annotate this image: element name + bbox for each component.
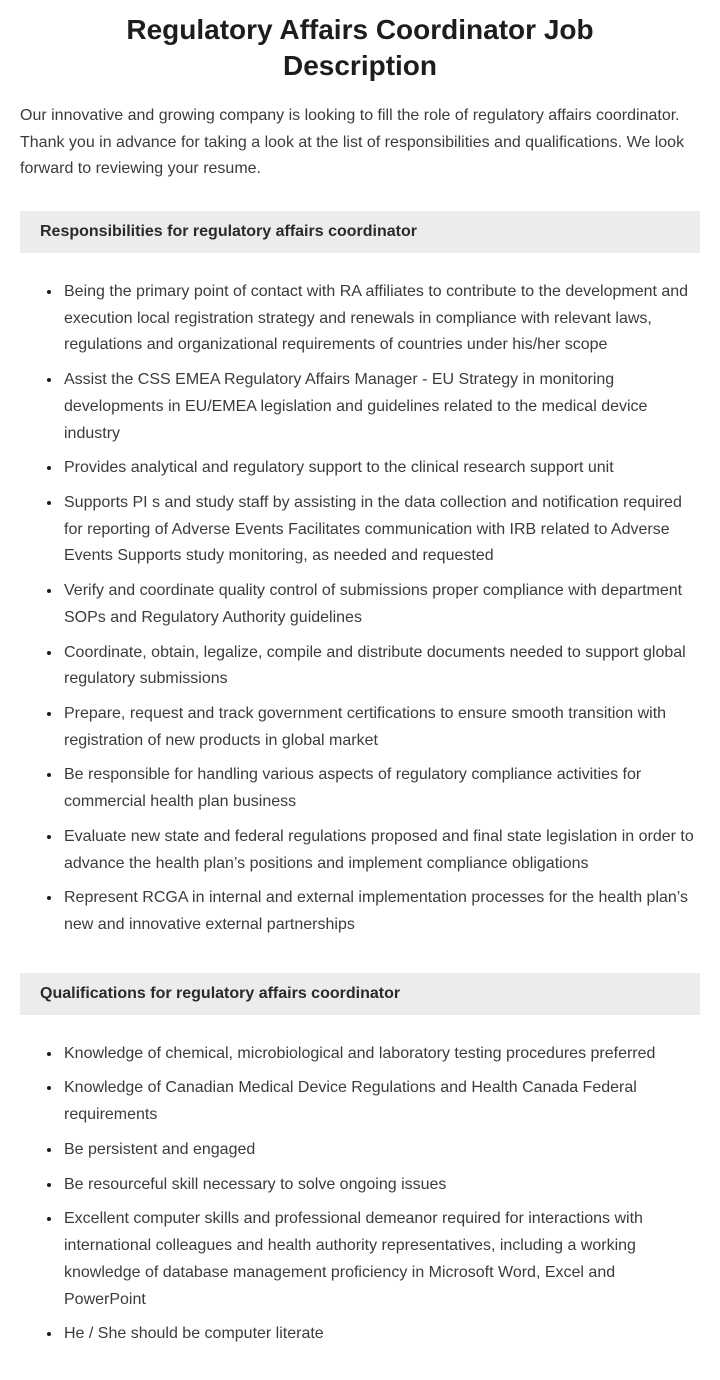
responsibilities-list	[20, 279, 700, 939]
list-item: • Be persistent and engaged	[62, 1137, 700, 1164]
list-item: • Provides analytical and regulatory support to the clinical research support unit	[62, 455, 700, 482]
responsibilities-heading: Responsibilities for regulatory affairs coordinator	[20, 211, 700, 253]
list-item: • He / She should be computer literate	[62, 1321, 700, 1348]
list-item: • Be resourceful skill necessary to solve ongoing issues	[62, 1172, 700, 1199]
list-item: • Represent RCGA in internal and external implementation processes for the health plan’s new and innovative external partnerships	[62, 885, 700, 938]
page-title: Regulatory Affairs Coordinator Job Description	[126, 14, 594, 82]
qualifications-list	[20, 1041, 700, 1348]
list-item: • Assist the CSS EMEA Regulatory Affairs Manager - EU Strategy in monitoring developments in EU/EMEA legislation and guidelines related to the medical device industry	[62, 367, 700, 447]
list-item: • Be responsible for handling various aspects of regulatory compliance activities for commercial health plan business	[62, 762, 700, 815]
qualifications-heading: Qualifications for regulatory affairs coordinator	[20, 973, 700, 1015]
list-item: • Coordinate, obtain, legalize, compile and distribute documents needed to support global regulatory submissions	[62, 640, 700, 693]
qualifications-section	[20, 973, 700, 1348]
responsibilities-section	[20, 211, 700, 939]
list-item: • Knowledge of Canadian Medical Device Regulations and Health Canada Federal requirements	[62, 1075, 700, 1128]
list-item: • Excellent computer skills and professional demeanor required for interactions with international colleagues and health authority representatives, including a working knowledge of database management proficiency in Microsoft Word, Excel and PowerPoint	[62, 1206, 700, 1313]
list-item: • Verify and coordinate quality control of submissions proper compliance with department SOPs and Regulatory Authority guidelines	[62, 578, 700, 631]
intro-paragraph: Our innovative and growing company is looking to fill the role of regulatory affairs coordinator. Thank you in advance for taking a look at the list of responsibilities and qualifications. We look forward to reviewing your resume.	[20, 106, 685, 178]
list-item: • Prepare, request and track government certifications to ensure smooth transition with registration of new products in global market	[62, 701, 700, 754]
list-item: • Knowledge of chemical, microbiological and laboratory testing procedures preferred	[62, 1041, 700, 1068]
list-item: • Evaluate new state and federal regulations proposed and final state legislation in order to advance the health plan’s positions and implement compliance obligations	[62, 824, 700, 877]
list-item: • Supports PI s and study staff by assisting in the data collection and notification required for reporting of Adverse Events Facilitates communication with IRB related to Adverse Events Supports study monitoring, as needed and requested	[62, 490, 700, 570]
list-item: • Being the primary point of contact with RA affiliates to contribute to the development and execution local registration strategy and renewals in compliance with relevant laws, regulations and organizational requirements of countries under his/her scope	[62, 279, 700, 359]
